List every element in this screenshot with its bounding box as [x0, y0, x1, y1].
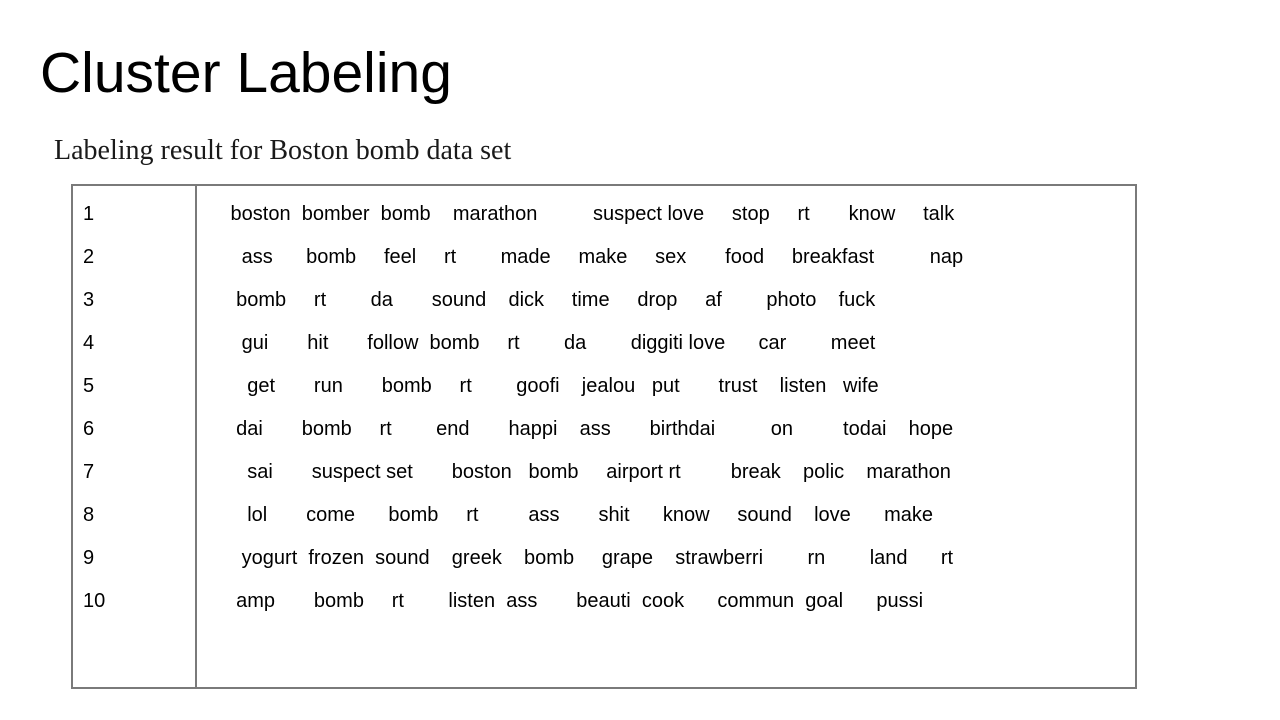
cluster-labels: bomb rt da sound dick time drop af photo fuck [225, 289, 876, 311]
column-divider [195, 186, 197, 687]
cluster-index-column [83, 198, 183, 628]
cluster-index: 9 [83, 547, 95, 569]
cluster-index: 10 [83, 590, 106, 612]
slide-title: Cluster Labeling [40, 41, 452, 105]
cluster-labels: yogurt frozen sound greek bomb grape strawberri rn land rt [225, 547, 954, 569]
cluster-labels: sai suspect set boston bomb airport rt break polic marathon [225, 461, 951, 483]
cluster-label-table [71, 184, 1137, 689]
cluster-index: 8 [83, 504, 95, 526]
cluster-labels: boston bomber bomb marathon suspect love stop rt know talk [225, 203, 955, 225]
cluster-labels: gui hit follow bomb rt da diggiti love car meet [225, 332, 876, 354]
cluster-labels: lol come bomb rt ass shit know sound love make [225, 504, 934, 526]
cluster-index: 3 [83, 289, 95, 311]
cluster-labels: get run bomb rt goofi jealou put trust listen wife [225, 375, 879, 397]
cluster-labels: ass bomb feel rt made make sex food breakfast nap [225, 246, 964, 268]
cluster-labels-column [225, 198, 1125, 628]
cluster-index: 2 [83, 246, 95, 268]
cluster-index: 7 [83, 461, 95, 483]
cluster-labels: dai bomb rt end happi ass birthdai on todai hope [225, 418, 954, 440]
cluster-index: 5 [83, 375, 95, 397]
cluster-labels: amp bomb rt listen ass beauti cook commun goal pussi [225, 590, 924, 612]
cluster-index: 1 [83, 203, 95, 225]
slide-subtitle: Labeling result for Boston bomb data set [54, 135, 512, 166]
cluster-index: 6 [83, 418, 95, 440]
cluster-index: 4 [83, 332, 95, 354]
